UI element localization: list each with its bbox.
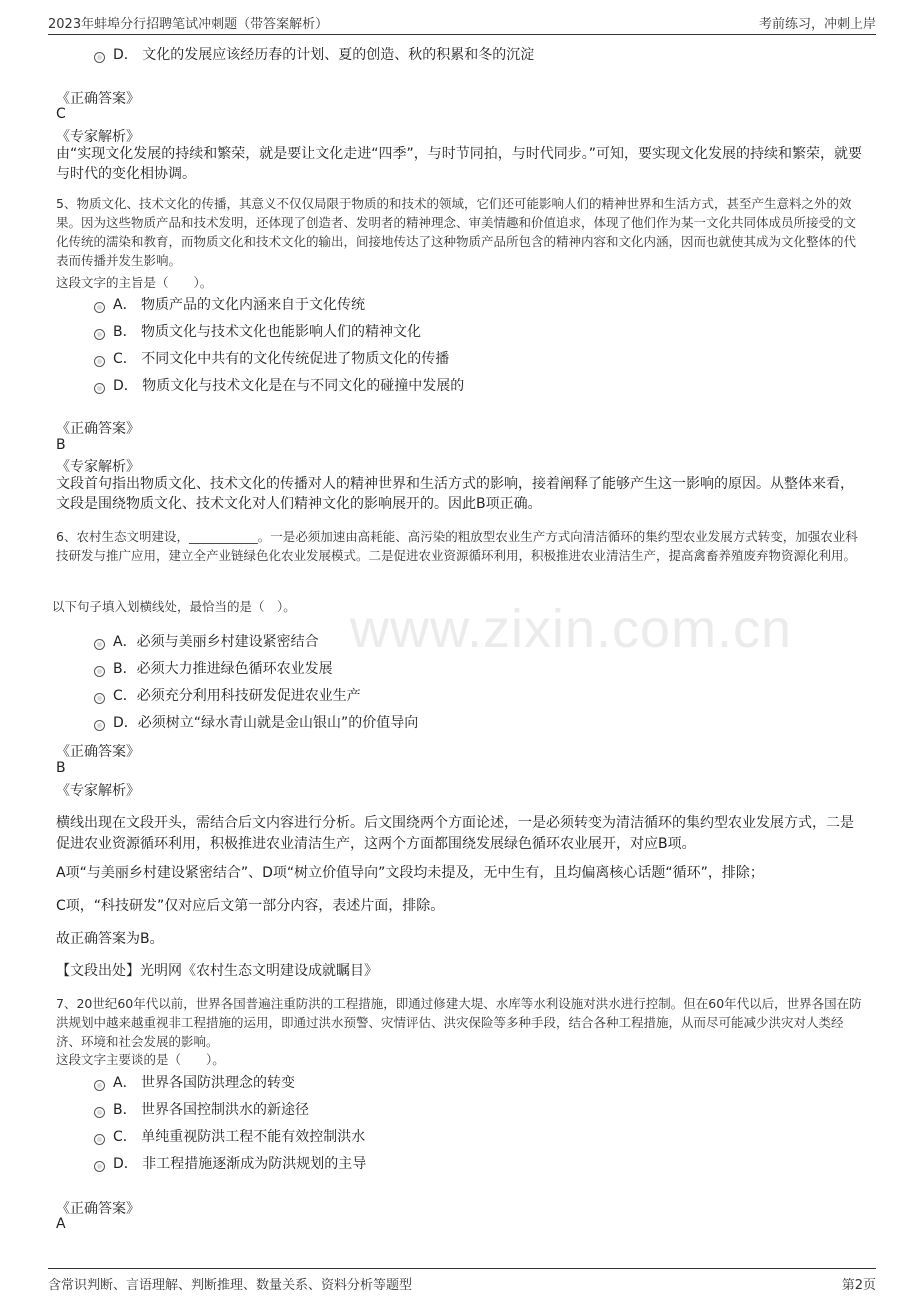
footer-note: 含常识判断、言语理解、判断推理、数量关系、资料分析等题型 bbox=[48, 1278, 413, 1293]
option-label: B． 物质文化与技术文化也能影响人们的精神文化 bbox=[113, 324, 422, 340]
answer-label: 《正确答案》 bbox=[56, 744, 140, 760]
q7-option-c[interactable] bbox=[94, 1126, 365, 1148]
q6-option-d[interactable] bbox=[94, 712, 418, 734]
option-label: A．必须与美丽乡村建设紧密结合 bbox=[113, 634, 319, 650]
option-label: D． 物质文化与技术文化是在与不同文化的碰撞中发展的 bbox=[113, 378, 465, 394]
option-label: D． 非工程措施逐渐成为防洪规划的主导 bbox=[113, 1156, 367, 1172]
q7-option-a[interactable] bbox=[94, 1072, 295, 1094]
q6-question: 以下句子填入划横线处，最恰当的是（ ）。 bbox=[52, 599, 296, 614]
page-footer bbox=[48, 1268, 876, 1295]
q7-answer: A bbox=[56, 1216, 66, 1232]
q6-stem: 6、农村生态文明建设，___________。一是必须加速由高耗能、高污染的粗放型农业生产方式向清洁循环的集约型农业发展方式转变，加强农业科技研发与推广应用，建立全产业链绿色化农业发展模式。二是促进农业资源循环利用，积极推进农业清洁生产，提高禽畜养殖废弃物资源化利用。 bbox=[56, 529, 858, 563]
header-slogan: 考前练习，冲刺上岸 bbox=[758, 17, 876, 32]
analysis-label: 《专家解析》 bbox=[56, 129, 140, 145]
analysis-label: 《专家解析》 bbox=[56, 783, 140, 799]
radio-icon[interactable] bbox=[94, 52, 105, 63]
q5-question: 这段文字的主旨是（ ）。 bbox=[56, 275, 213, 290]
q5-answer: B bbox=[56, 437, 66, 453]
q6-option-c[interactable] bbox=[94, 685, 361, 707]
radio-icon[interactable] bbox=[94, 356, 105, 367]
option-label: A． 物质产品的文化内涵来自于文化传统 bbox=[113, 297, 366, 313]
q6-analysis-2: A项“与美丽乡村建设紧密结合”、D项“树立价值导向”文段均未提及，无中生有，且均偏离核心话题“循环”，排除； bbox=[56, 865, 764, 881]
q4-answer: C bbox=[56, 106, 66, 122]
radio-icon[interactable] bbox=[94, 1080, 105, 1091]
option-label: B．必须大力推进绿色循环农业发展 bbox=[113, 661, 333, 677]
q7-stem: 7、20世纪60年代以前，世界各国普遍注重防洪的工程措施，即通过修建大堤、水库等水利设施对洪水进行控制。但在60年代以后，世界各国在防洪规划中越来越重视非工程措施的运用，即通过洪水预警、灾情评估、洪灾保险等多种手段，结合各种工程措施，从而尽可能减少洪灾对人类经济、环境和社会发展的影响。 bbox=[56, 996, 862, 1049]
radio-icon[interactable] bbox=[94, 693, 105, 704]
option-label: D．必须树立“绿水青山就是金山银山”的价值导向 bbox=[113, 715, 419, 731]
watermark: www.zixin.com.cn bbox=[350, 599, 793, 659]
q7-question: 这段文字主要谈的是（ ）。 bbox=[56, 1052, 225, 1067]
q5-analysis: 文段首句指出物质文化、技术文化的传播对人的精神世界和生活方式的影响，接着阐释了能够产生这一影响的原因。从整体来看，文段是围绕物质文化、技术文化对人们精神文化的影响展开的。因此B项正确。 bbox=[56, 476, 854, 512]
q6-option-a[interactable] bbox=[94, 631, 319, 653]
radio-icon[interactable] bbox=[94, 1107, 105, 1118]
q5-option-b[interactable] bbox=[94, 321, 421, 343]
radio-icon[interactable] bbox=[94, 329, 105, 340]
option-label: D． 文化的发展应该经历春的计划、夏的创造、秋的积累和冬的沉淀 bbox=[113, 47, 535, 63]
answer-label: 《正确答案》 bbox=[56, 421, 140, 437]
q6-analysis-3: C项，“科技研发”仅对应后文第一部分内容，表述片面，排除。 bbox=[56, 898, 445, 914]
radio-icon[interactable] bbox=[94, 666, 105, 677]
q5-option-a[interactable] bbox=[94, 294, 365, 316]
radio-icon[interactable] bbox=[94, 383, 105, 394]
q6-option-b[interactable] bbox=[94, 658, 333, 680]
analysis-label: 《专家解析》 bbox=[56, 459, 140, 475]
option-label: C．必须充分利用科技研发促进农业生产 bbox=[113, 688, 361, 704]
q4-option-d[interactable] bbox=[94, 44, 534, 66]
answer-label: 《正确答案》 bbox=[56, 1201, 140, 1217]
radio-icon[interactable] bbox=[94, 1134, 105, 1145]
option-label: A． 世界各国防洪理念的转变 bbox=[113, 1075, 296, 1091]
page-header bbox=[48, 10, 876, 35]
radio-icon[interactable] bbox=[94, 720, 105, 731]
q5-option-c[interactable] bbox=[94, 348, 449, 370]
q6-analysis-1: 横线出现在文段开头，需结合后文内容进行分析。后文围绕两个方面论述，一是必须转变为清洁循环的集约型农业发展方式，二是促进农业资源循环利用，积极推进农业清洁生产，这两个方面都围绕发展绿色循环农业展开，对应B项。 bbox=[56, 815, 854, 852]
q5-option-d[interactable] bbox=[94, 375, 464, 397]
radio-icon[interactable] bbox=[94, 302, 105, 313]
q7-option-b[interactable] bbox=[94, 1099, 309, 1121]
answer-label: 《正确答案》 bbox=[56, 91, 140, 107]
option-label: B． 世界各国控制洪水的新途径 bbox=[113, 1102, 310, 1118]
q5-stem: 5、物质文化、技术文化的传播，其意义不仅仅局限于物质的和技术的领域，它们还可能影响人们的精神世界和生活方式，甚至产生意料之外的效果。因为这些物质产品和技术发明，还体现了创造者、发明者的精神理念、审美情趣和价值追求，体现了他们作为某一文化共同体成员所接受的文化传统的濡染和教育，而物质文化和技术文化的输出，间接地传达了这种物质产品所包含的精神内容和文化内涵，因而也就使其成为文化整体的代表而传播并发生影响。 bbox=[56, 196, 857, 268]
q6-analysis-4: 故正确答案为B。 bbox=[56, 931, 164, 947]
radio-icon[interactable] bbox=[94, 1161, 105, 1172]
q7-option-d[interactable] bbox=[94, 1153, 366, 1175]
radio-icon[interactable] bbox=[94, 639, 105, 650]
option-label: C． 不同文化中共有的文化传统促进了物质文化的传播 bbox=[113, 351, 450, 367]
q6-answer: B bbox=[56, 760, 66, 776]
q4-analysis: 由“实现文化发展的持续和繁荣，就是要让文化走进“四季”，与时节同拍，与时代同步。”可知，要实现文化发展的持续和繁荣，就要与时代的变化相协调。 bbox=[56, 146, 863, 182]
page-number: 第2页 bbox=[841, 1278, 876, 1293]
q6-source: 【文段出处】光明网《农村生态文明建设成就瞩目》 bbox=[56, 963, 378, 979]
header-title: 2023年蚌埠分行招聘笔试冲刺题（带答案解析） bbox=[48, 17, 329, 32]
option-label: C． 单纯重视防洪工程不能有效控制洪水 bbox=[113, 1129, 366, 1145]
